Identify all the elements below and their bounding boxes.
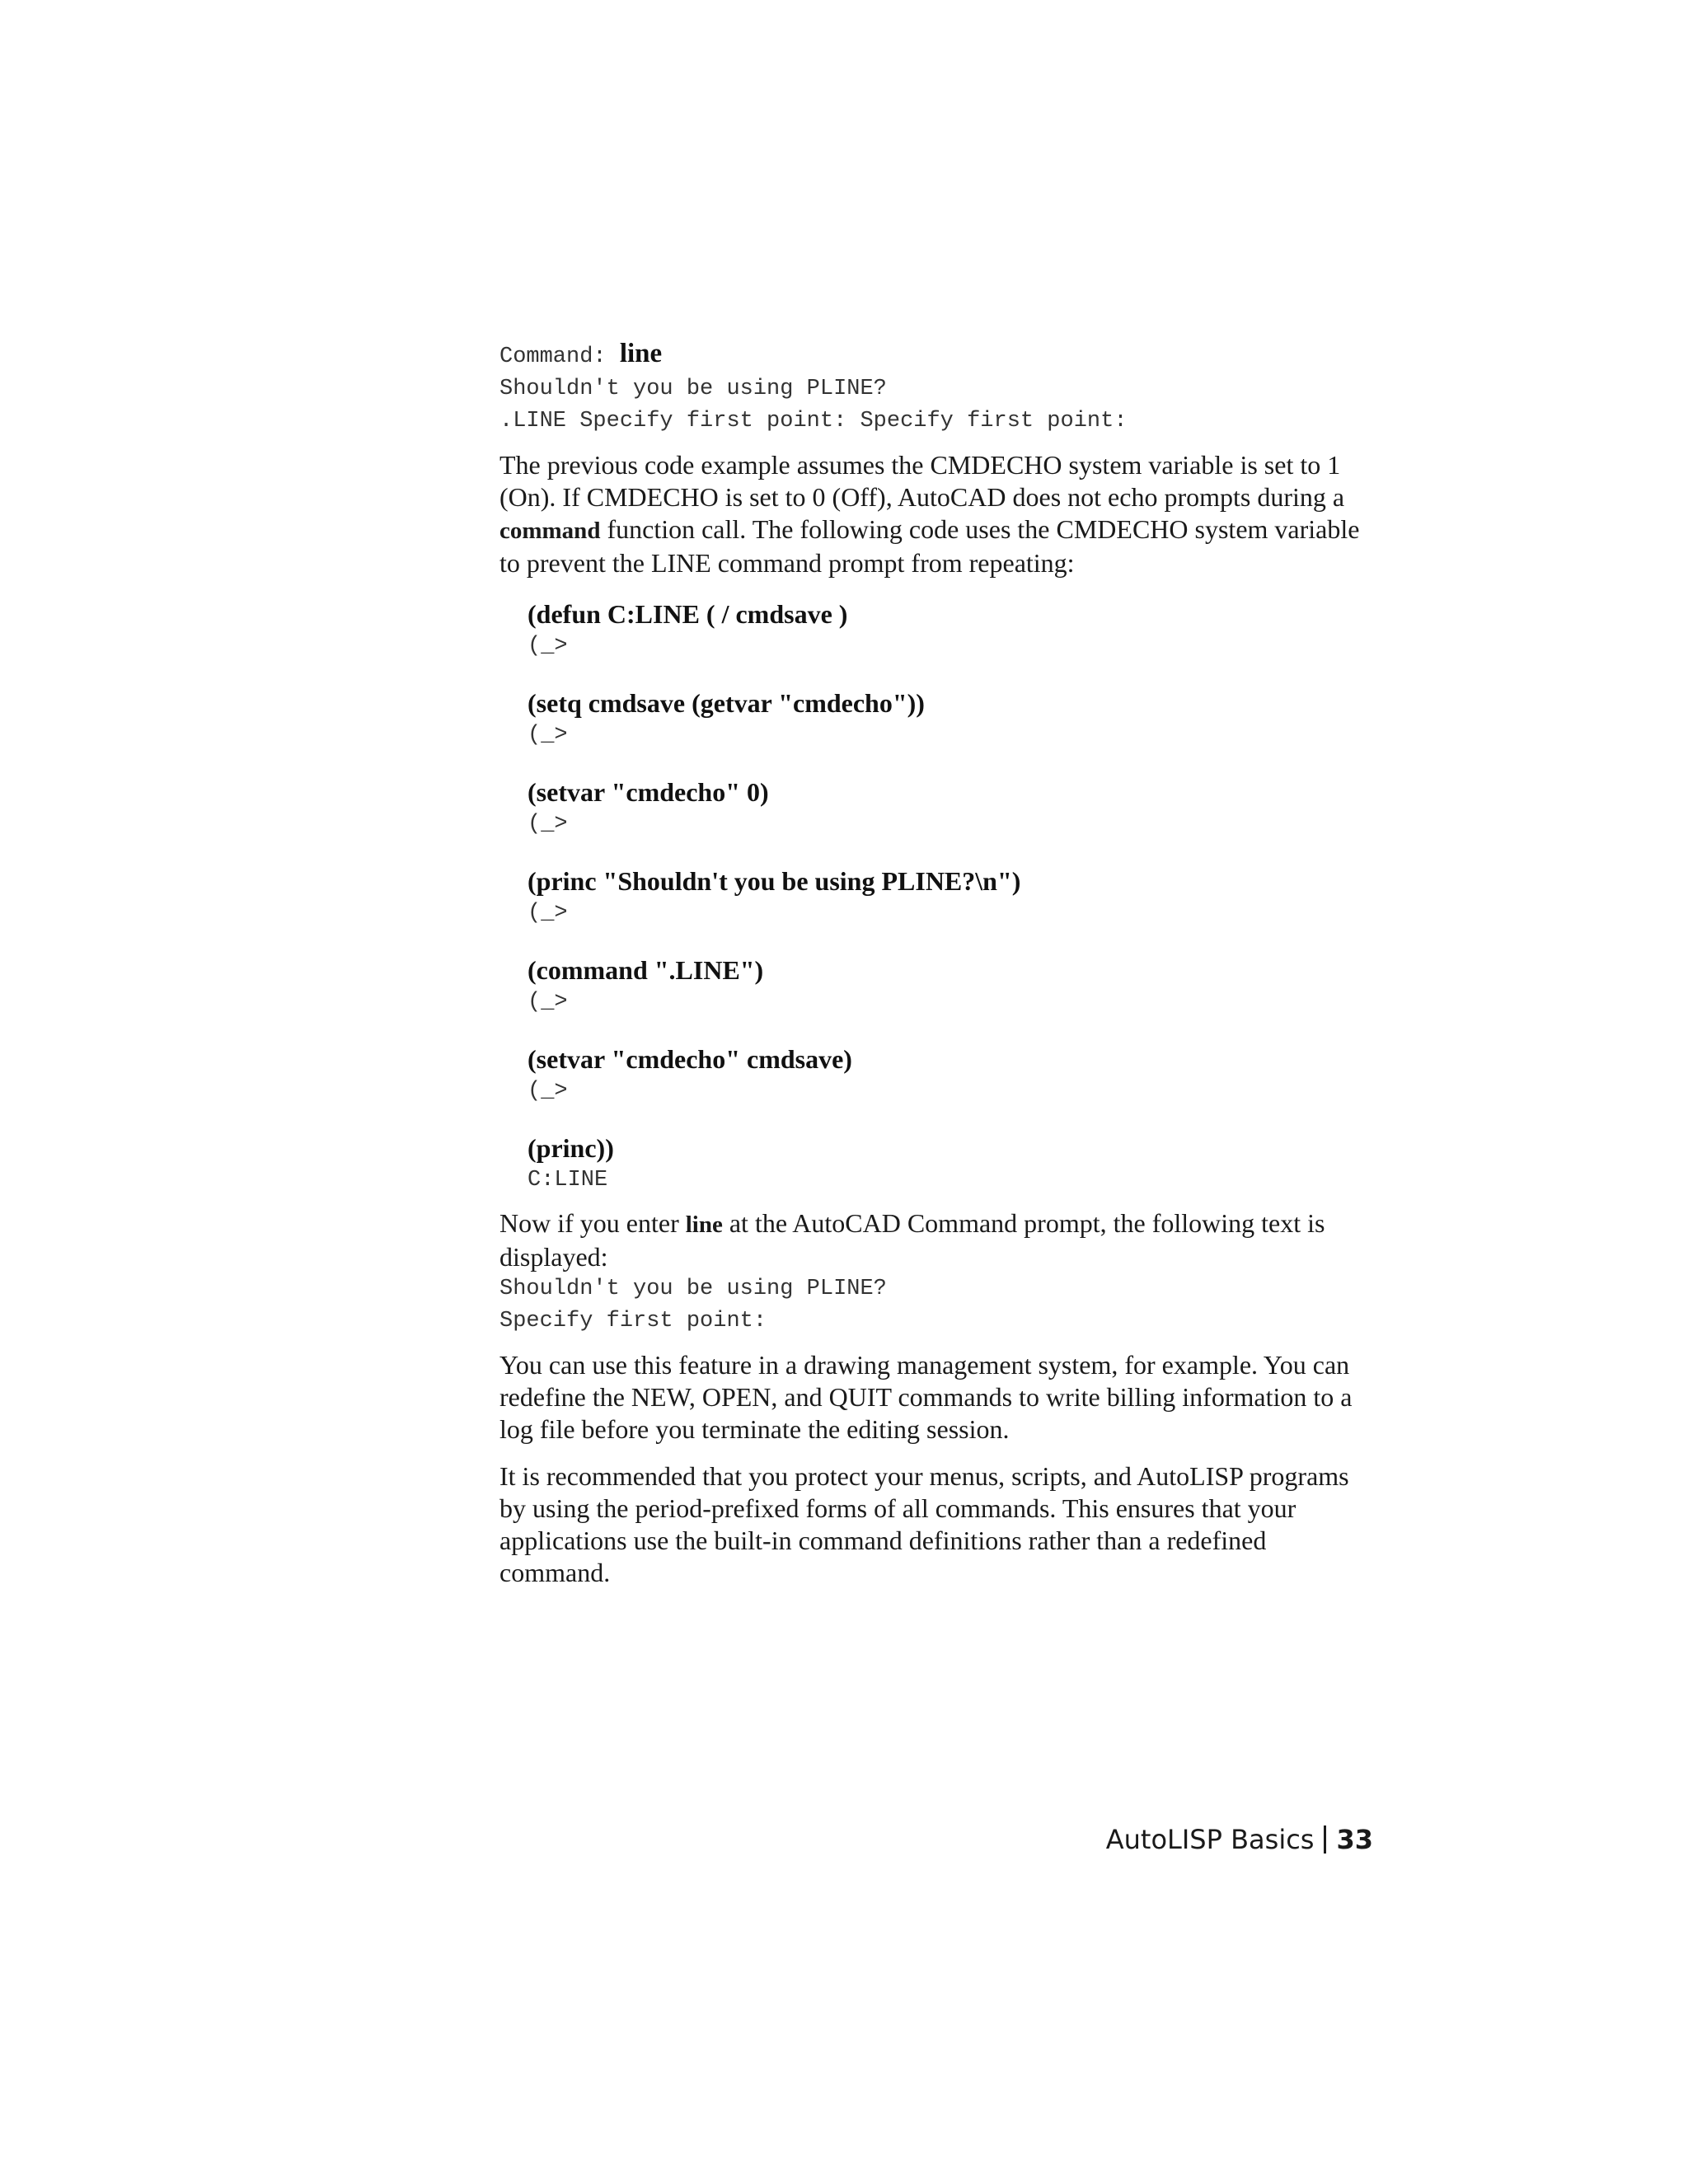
- paragraph-cmdecho-intro: [499, 449, 1373, 579]
- page-number: 33: [1336, 1824, 1373, 1855]
- code-output: (_>: [528, 634, 568, 658]
- code-input: (defun C:LINE ( / cmdsave ): [528, 599, 848, 629]
- transcript-line: .LINE Specify first point: Specify first point:: [499, 409, 1128, 434]
- transcript-line: Specify first point:: [499, 1309, 767, 1333]
- code-output: (_>: [528, 723, 568, 748]
- command-name: line: [685, 1212, 723, 1238]
- lisp-code-session: [528, 598, 1373, 1196]
- code-output: (_>: [528, 1079, 568, 1104]
- code-entry: [528, 865, 1373, 929]
- code-output: C:LINE: [528, 1168, 608, 1193]
- paragraph-text: The previous code example assumes the CMDECHO system variable is set to 1 (On). If CMDECHO is set to 0 (Off), AutoCAD does not echo prompts during a: [499, 450, 1345, 512]
- code-entry: [528, 598, 1373, 662]
- typed-command: line: [619, 339, 663, 368]
- footer-separator: [1324, 1825, 1326, 1854]
- code-output: (_>: [528, 990, 568, 1015]
- code-output: (_>: [528, 812, 568, 837]
- command-transcript-1: [499, 338, 1373, 438]
- code-entry: [528, 1132, 1373, 1196]
- code-input: (princ)): [528, 1133, 614, 1163]
- paragraph-drawing-management: You can use this feature in a drawing management system, for example. You can redefine the NEW, OPEN, and QUIT commands to write billing information to a log file before you terminate the editing session.: [499, 1350, 1353, 1444]
- paragraph-recommendation: It is recommended that you protect your menus, scripts, and AutoLISP programs by using the period-prefixed forms of all commands. This ensures that your applications use the built-in command definitions rather than a redefined command.: [499, 1461, 1349, 1587]
- command-line: [499, 338, 1373, 373]
- code-input: (princ "Shouldn't you be using PLINE?\n"): [528, 866, 1021, 896]
- paragraph-text: Now if you enter: [499, 1208, 686, 1238]
- command-prompt: Command:: [499, 344, 620, 369]
- code-input: (setvar "cmdecho" 0): [528, 777, 769, 807]
- paragraph-result: [499, 1207, 1373, 1273]
- page-content: [499, 338, 1373, 1589]
- function-name: command: [499, 518, 601, 544]
- code-output: (_>: [528, 901, 568, 926]
- code-entry: [528, 687, 1373, 751]
- transcript-line: Shouldn't you be using PLINE?: [499, 377, 887, 401]
- page-footer: [989, 1823, 1373, 1856]
- code-entry: [528, 776, 1373, 840]
- code-entry: [528, 954, 1373, 1018]
- transcript-line: Shouldn't you be using PLINE?: [499, 1277, 887, 1301]
- code-input: (setvar "cmdecho" cmdsave): [528, 1044, 852, 1074]
- code-entry: [528, 1043, 1373, 1107]
- paragraph-text: function call. The following code uses the CMDECHO system variable to prevent the LINE command prompt from repeating:: [499, 514, 1360, 578]
- paragraph-text: at the AutoCAD Command prompt, the following text is displayed:: [499, 1208, 1325, 1272]
- code-input: (command ".LINE"): [528, 955, 764, 985]
- code-input: (setq cmdsave (getvar "cmdecho")): [528, 688, 925, 718]
- footer-section-title: AutoLISP Basics: [1105, 1824, 1315, 1855]
- command-transcript-2: [499, 1273, 1373, 1338]
